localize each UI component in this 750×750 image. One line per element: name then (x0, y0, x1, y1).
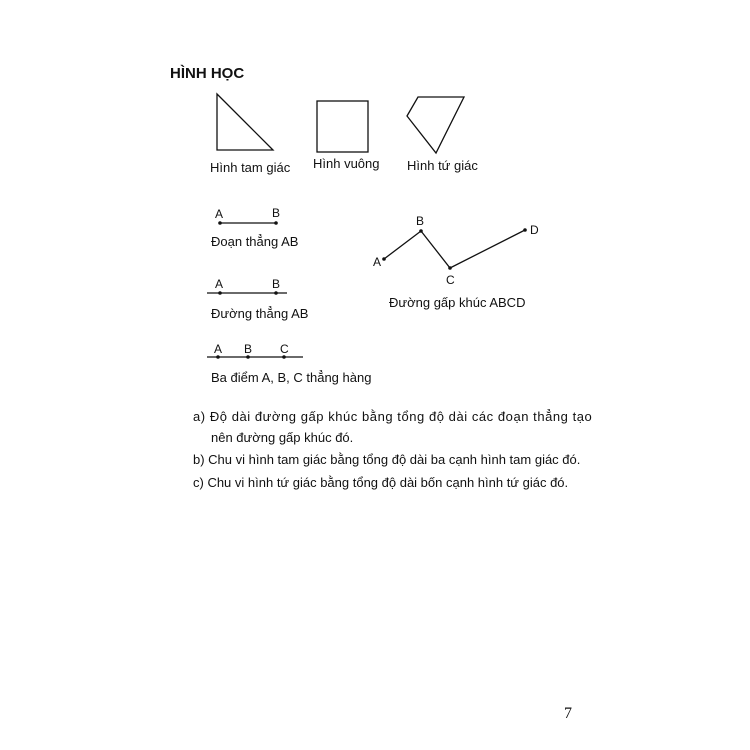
point-label: C (280, 342, 289, 356)
point-label: B (272, 277, 281, 291)
collinear-label: Ba điểm A, B, C thẳng hàng (211, 370, 372, 385)
note-a-cont: nên đường gấp khúc đó. (211, 430, 354, 445)
point-label: A (215, 207, 224, 221)
point-label: A (215, 277, 224, 291)
point-label: A (373, 255, 382, 269)
section-heading: HÌNH HỌC (170, 65, 245, 82)
note-c: c) Chu vi hình tứ giác bằng tổng độ dài bốn cạnh hình tứ giác đó. (193, 475, 569, 490)
point-label: C (446, 273, 455, 287)
triangle-shape (217, 94, 273, 150)
segment-label: Đoạn thẳng AB (211, 234, 299, 249)
point-label: B (272, 206, 281, 220)
point-label: A (214, 342, 223, 356)
line-label: Đường thẳng AB (211, 306, 309, 321)
point-label: B (244, 342, 253, 356)
note-a: a) Độ dài đường gấp khúc bằng tổng độ dài các đoạn thẳng tạo (193, 409, 593, 424)
square-label: Hình vuông (313, 156, 380, 171)
triangle-label: Hình tam giác (210, 160, 291, 175)
polyline-abcd (384, 230, 525, 268)
page-number: 7 (564, 705, 572, 722)
polyline-label: Đường gấp khúc ABCD (389, 295, 526, 310)
note-b: b) Chu vi hình tam giác bằng tổng độ dài ba cạnh hình tam giác đó. (193, 452, 581, 467)
point-label: B (416, 214, 425, 228)
point-label: D (530, 223, 539, 237)
quadrilateral-shape (407, 97, 464, 153)
square-shape (317, 101, 368, 152)
quadrilateral-label: Hình tứ giác (407, 158, 478, 173)
